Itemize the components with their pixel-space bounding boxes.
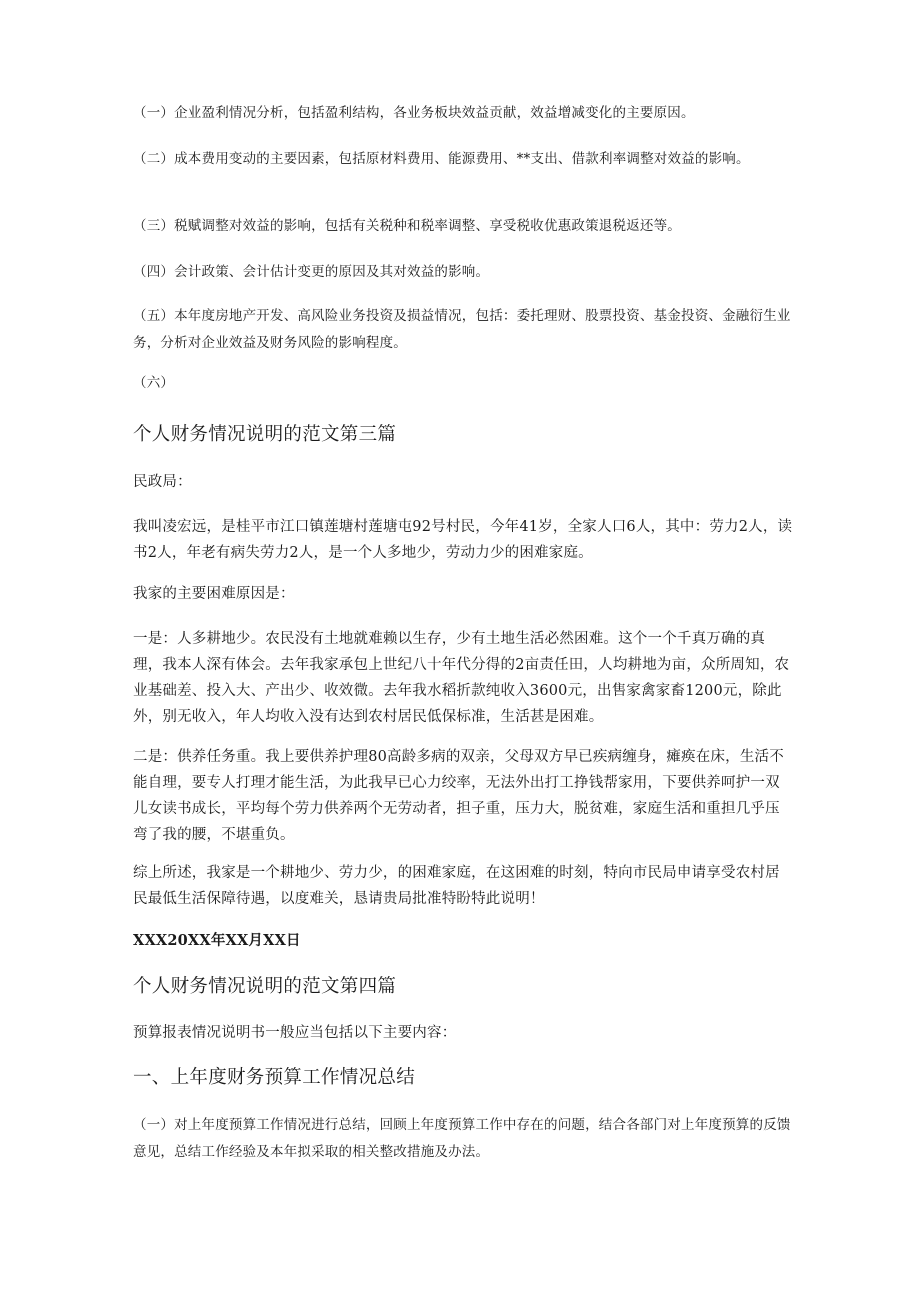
paragraph-cost-factors: （二）成本费用变动的主要因素，包括原材料费用、能源费用、**支出、借款利率调整对效益的影响。 <box>133 151 750 167</box>
paragraph-reason-one: 一是：人多耕地少。农民没有土地就难赖以生存，少有土地生活必然困难。这个一个千真万确的真理，我本人深有体会。去年我家承包上世纪八十年代分得的2亩责任田，人均耕地为亩，众所周知，农业基础差、投入大、产出少、收效微。去年我水稻折款纯收入3600元，出售家禽家畜1200元，除此外，别无收入，年人均收入没有达到农村居民低保标准，生活甚是困难。 <box>133 631 790 725</box>
signature-date: XXX20XX年XX月XX日 <box>133 932 301 949</box>
paragraph-budget-review: （一）对上年度预算工作情况进行总结，回顾上年度预算工作中存在的问题，结合各部门对上年度预算的反馈意见，总结工作经验及本年拟采取的相关整改措施及办法。 <box>133 1117 791 1160</box>
paragraph-self-intro: 我叫凌宏远，是桂平市江口镇莲塘村莲塘屯92号村民，今年41岁，全家人口6人，其中：劳力2人，读书2人，年老有病失劳力2人，是一个人多地少，劳动力少的困难家庭。 <box>133 519 793 561</box>
addressee: 民政局： <box>133 474 192 490</box>
paragraph-reason-two: 二是：供养任务重。我上要供养护理80高龄多病的双亲，父母双方早已疾病缠身，瘫痪在床，生活不能自理，要专人打理才能生活，为此我早已心力绞率，无法外出打工挣钱帮家用，下要供养呵护一双儿女读书成长，平均每个劳力供养两个无劳动者，担子重，压力大，脱贫难，家庭生活和重担几乎压弯了我的腰，不堪重负。 <box>133 749 784 843</box>
paragraph-high-risk-investment: （五）本年度房地产开发、高风险业务投资及损益情况，包括：委托理财、股票投资、基金投资、金融衍生业务，分析对企业效益及财务风险的影响程度。 <box>133 308 791 351</box>
paragraph-item-six: （六） <box>133 375 175 391</box>
paragraph-summary: 综上所述，我家是一个耕地少、劳力少，的困难家庭，在这困难的时刻，特向市民局申请享受农村居民最低生活保障待遇，以度难关，恳请贵局批准特盼特此说明！ <box>133 865 780 907</box>
paragraph-budget-intro: 预算报表情况说明书一般应当包括以下主要内容： <box>133 1025 457 1041</box>
section-title-third: 个人财务情况说明的范文第三篇 <box>133 424 397 445</box>
section-title-fourth: 个人财务情况说明的范文第四篇 <box>133 976 397 997</box>
paragraph-profit-analysis: （一）企业盈利情况分析，包括盈利结构，各业务板块效益贡献，效益增减变化的主要原因。 <box>133 105 695 121</box>
heading-last-year-summary: 一、上年度财务预算工作情况总结 <box>133 1067 416 1088</box>
paragraph-accounting-policy: （四）会计政策、会计估计变更的原因及其对效益的影响。 <box>133 264 490 280</box>
paragraph-reasons-lead: 我家的主要困难原因是： <box>133 586 295 602</box>
paragraph-tax-impact: （三）税赋调整对效益的影响，包括有关税种和税率调整、享受税收优惠政策退税返还等。 <box>133 218 681 234</box>
